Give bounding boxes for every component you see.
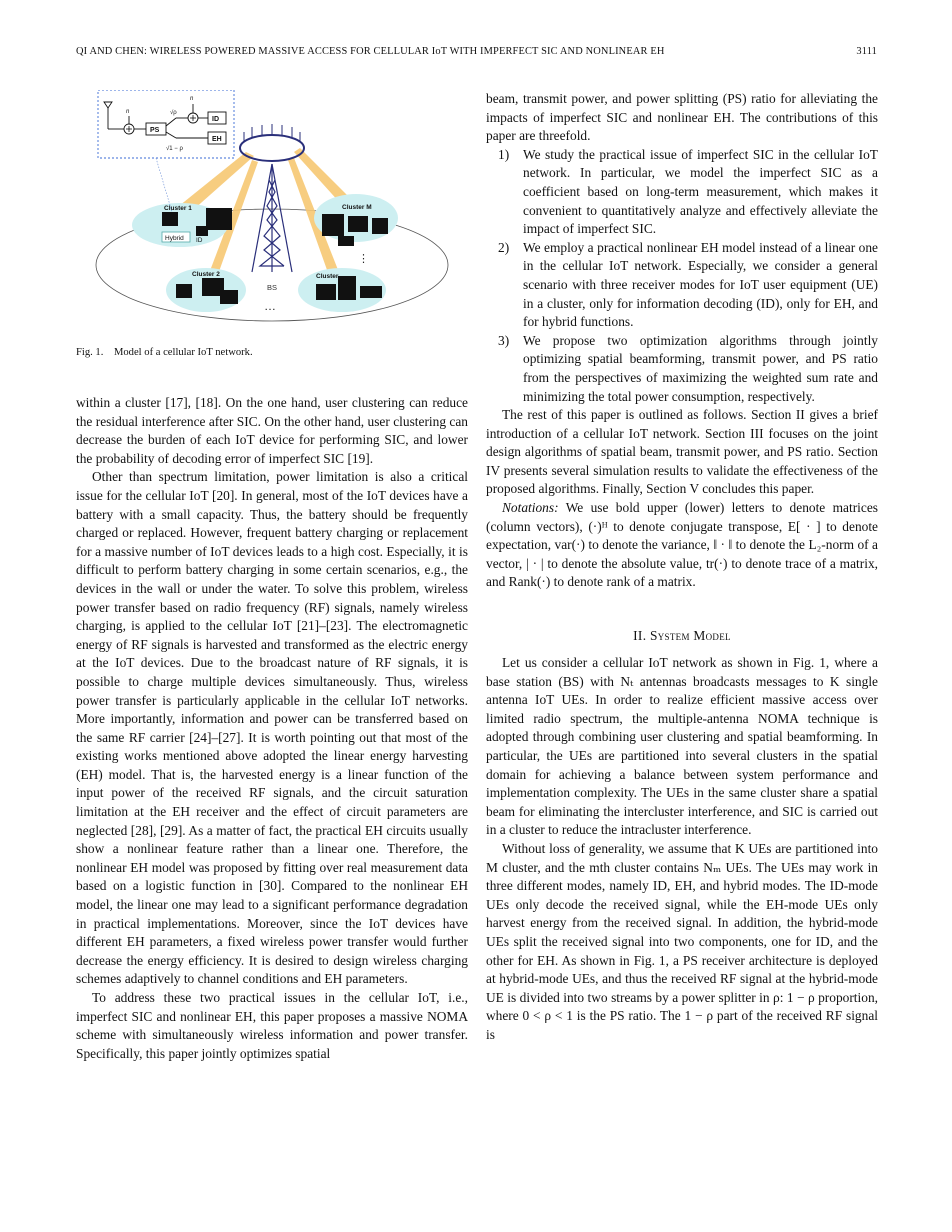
vertical-dots: ⋮ [358, 253, 369, 265]
cellular-iot-diagram [76, 90, 468, 330]
system-model-paragraph-1: Let us consider a cellular IoT network as shown in Fig. 1, where a base station (BS) with Nₜ antennas broadcasts messages to K single antenna IoT UEs. In order to realize efficient massive access over limited radio spectrum, the multiple-antenna NOMA technique is adopted through combining user clustering and spatial beamforming. In particular, the UEs are partitioned into several clusters in the spatial domain for achieving a balance between system performance and implementation complexity. The UEs in the same cluster share a spatial beam for eliminating the intercluster interference, and SIC is carried out in a cluster to reduce the intracluster interference. [486, 655, 878, 838]
id-small-label: ID [196, 237, 203, 244]
figure-1 [76, 90, 468, 330]
contribution-number: 2) [498, 239, 510, 255]
antenna-elements [244, 124, 300, 142]
eh-label: EH [212, 136, 222, 143]
hybrid-label: Hybrid [165, 235, 184, 242]
contribution-item [486, 146, 878, 239]
notations-paragraph [486, 499, 878, 592]
processing-noise-label: n [190, 96, 194, 102]
notations-text: We use bold upper (lower) letters to denote matrices (column vectors), (·)ᴴ to denote conjugate transpose, E[ · ] to denote expectation, var(·) to denote the variance, ‖ · ‖ to denote the L₂-norm of a vector, | · | to denote the absolute value, tr(·) to denote trace of a matrix, and Rank(·) to denote rank of a matrix. [486, 500, 878, 590]
running-title: QI AND CHEN: WIRELESS POWERED MASSIVE ACCESS FOR CELLULAR IoT WITH IMPERFECT SIC AND NONLINEAR EH [76, 46, 665, 57]
system-model-paragraph-2: Without loss of generality, we assume that K UEs are partitioned into M cluster, and the mth cluster contains Nₘ UEs. The UEs may work in three different modes, namely ID, EH, and hybrid modes. The ID-mode UEs only decode the received signal, while the EH-mode UEs only harvest energy from the received signal. In addition, the hybrid-mode UEs split the received signal into two components, one for ID, and the other for EH. As shown in Fig. 1, a PS receiver architecture is deployed at hybrid-mode UEs, and thus the received RF signal at the hybrid-mode UE is divided into two streams by a power splitter in ρ: 1 − ρ proportion, where 0 < ρ < 1 is the PS ratio. The 1 − ρ part of the received RF signal is [486, 840, 878, 1042]
contribution-text: We employ a practical nonlinear EH model instead of a linear one in the cellular IoT network. Especially, we consider a general scenario with three receiver modes for IoT user equipment (UE) in a cluster, only for information decoding (ID), only for EH, and for hybrid functions. [523, 239, 878, 330]
right-column [486, 90, 878, 1045]
left-paragraph-1: within a cluster [17], [18]. On the one hand, user clustering can reduce the residual interference after SIC. On the other hand, user clustering can decrease the burden of each IoT device for performing SIC, and lower the probability of decoding error of imperfect SIC [19]. [76, 395, 468, 466]
running-header [76, 46, 877, 62]
section-title: System Model [650, 628, 731, 644]
bs-label: BS [267, 283, 278, 292]
contribution-text: We propose two optimization algorithms through jointly optimizing spatial beamforming, transmit power, and PS ratio from the perspectives of maximizing the weighted sum rate and minimizing the total power consumption, respectively. [523, 332, 878, 404]
section-number: II. [633, 628, 650, 644]
notations-label: Notations: [502, 500, 559, 516]
id-label: ID [212, 116, 219, 123]
ps-receiver-schematic [104, 102, 226, 144]
contribution-item [486, 239, 878, 332]
cluster-M-label: Cluster M [342, 204, 372, 211]
left-column [76, 90, 468, 1063]
outline-paragraph: The rest of this paper is outlined as follows. Section II gives a brief introduction of a cellular IoT network. Section III focuses on the joint design algorithms of spatial beam, transmit power, and PS ratio. Section IV presents several simulation results to validate the effectiveness of the proposed algorithms. Finally, Section V concludes this paper. [486, 407, 878, 497]
one-minus-rho-label: √1 − ρ [166, 146, 183, 152]
section-heading [486, 628, 878, 644]
left-paragraph-3: To address these two practical issues in the cellular IoT, i.e., imperfect SIC and nonlinear EH, this paper proposes a massive NOMA scheme with simultaneously wireless information and power transfer. Specifically, this paper jointly optimizes spatial [76, 990, 468, 1061]
right-paragraph-1: beam, transmit power, and power splitting (PS) ratio for alleviating the impacts of imperfect SIC and nonlinear EH. The contributions of this paper are threefold. [486, 91, 878, 144]
contribution-number: 3) [498, 332, 510, 348]
cluster-2-label: Cluster 2 [192, 271, 220, 278]
left-paragraph-2: Other than spectrum limitation, power limitation is also a critical issue for the cellular IoT [20]. In general, most of the IoT devices have a battery with a small capacity. Thus, the battery should be frequently charged or replaced. However, frequent battery charging or replacement for a massive number of IoT devices leads to a high cost. Especially, it is difficult to perform battery charging in some certain scenarios, e.g., the devices in the wall or under the water. To solve this problem, wireless power transfer based on radio frequency (RF) signals, namely wireless charging, is applied to the cellular IoT [21]–[23]. The electromagnetic energy of RF signals is harvested and transformed as the electric energy at the IoT devices. Due to the broadcast nature of RF signals, it is possible to charge multiple devices simultaneously. Thus, wireless power transfer is particularly applicable in the cellular IoT networks. More importantly, information and power can be transferred based on the same RF carrier [24]–[27]. It is worth pointing out that most of the existing works mentioned above adopted the linear energy harvesting (EH) model. That is, the harvested energy is a linear function of the input power of the received RF signals, and the circuit saturation limitation at the EH receiver and the effect of circuit parameters are neglected [28], [29]. As a matter of fact, the practical EH circuits usually show a nonlinear feature rather than a linear one. Therefore, the nonlinear EH model was proposed by fitting over real measurement data based on a logistic function in [30]. Compared to the nonlinear EH model, the linear one may lead to a significant performance degradation in practical implementations. Moreover, since the IoT devices have different EH parameters, a fixed wireless power transfer would further decrease the energy efficiency. It is desired to design wireless charging schemes adaptively to channel conditions and EH parameters. [76, 469, 468, 987]
ps-label: PS [150, 127, 160, 134]
rho-label: √ρ [170, 110, 177, 116]
contribution-text: We study the practical issue of imperfect SIC in the cellular IoT network. In particular, we model the imperfect SIC as a coefficient based on long-term measurement, which makes it convenient to quantitatively analyze and effectively alleviate the impact of imperfect SIC. [523, 146, 878, 237]
contributions-list [486, 146, 878, 406]
cluster-m-label: Cluster [316, 273, 339, 280]
antenna-noise-label: n [126, 109, 130, 115]
bs-tower [252, 164, 292, 272]
figure-caption: Fig. 1. Model of a cellular IoT network. [76, 347, 253, 358]
contribution-number: 1) [498, 146, 510, 162]
horizontal-dots: … [264, 299, 276, 313]
page-number: 3111 [856, 46, 877, 57]
contribution-item [486, 332, 878, 406]
cluster-1-label: Cluster 1 [164, 205, 192, 212]
antenna-ring [240, 135, 304, 161]
